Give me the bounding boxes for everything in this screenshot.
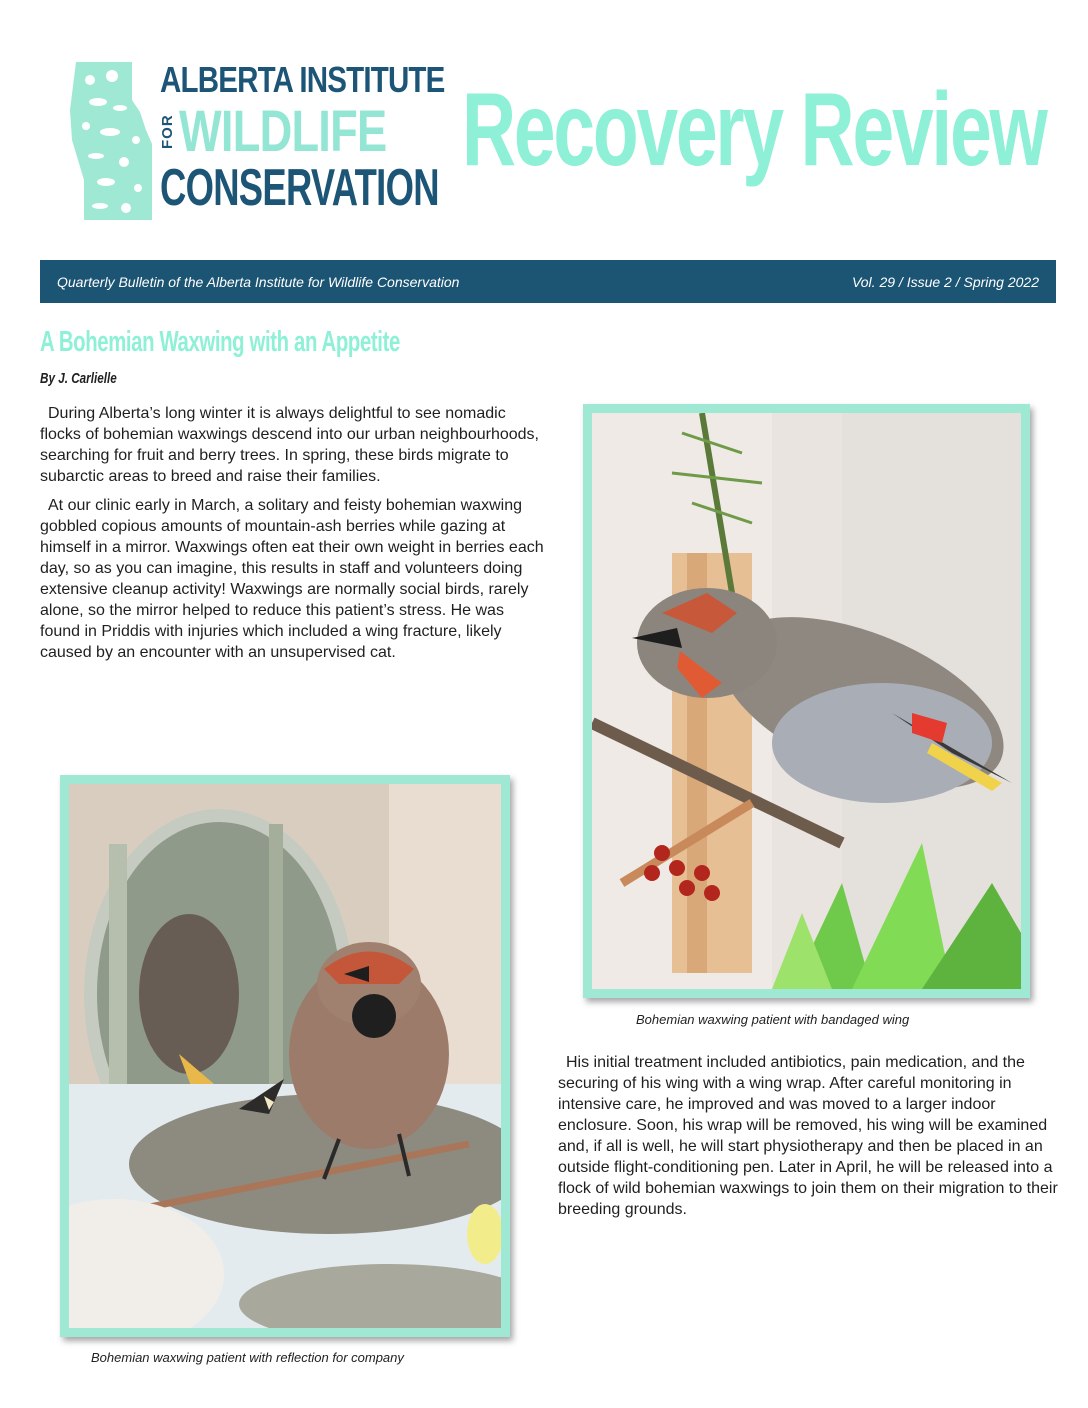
- photo-waxwing-mirror: [60, 775, 510, 1337]
- waxwing-mirror-image: [69, 784, 501, 1328]
- article-body-right: [558, 1052, 1058, 1228]
- logo-wildlife: WILDLIFE: [179, 99, 387, 164]
- issue-banner: [40, 260, 1056, 303]
- logo-line-conservation: CONSERVATION: [160, 159, 439, 217]
- photo-caption-bandaged: Bohemian waxwing patient with bandaged wing: [636, 1012, 910, 1027]
- organization-logo: [159, 59, 445, 217]
- article-body-left: [40, 403, 545, 671]
- photo-waxwing-bandaged: [583, 404, 1030, 998]
- article-paragraph: His initial treatment included antibiotics, pain medication, and the securing of his wing with a wing wrap. After careful monitoring in intensive care, he improved and was moved to a larger indoor enclosure. Soon, his wrap will be removed, his wing will be examined and, if all is well, he will start physiotherapy and then be placed in an outside flight-conditioning pen. Later in April, he will be released into a flock of wild bohemian waxwings to join them on their migration to their breeding grounds.: [558, 1054, 1058, 1218]
- logo-line-alberta-institute: ALBERTA INSTITUTE: [160, 59, 445, 100]
- banner-issue-info: Vol. 29 / Issue 2 / Spring 2022: [851, 273, 1039, 290]
- article-paragraph: At our clinic early in March, a solitary and feisty bohemian waxwing gobbled copious amounts of mountain-ash berries while gazing at himself in a mirror. Waxwings often eat their own weight in berries each day, so as you can imagine, this results in staff and volunteers doing extensive cleanup activity! Waxwings are normally social birds, rarely alone, so the mirror helped to reduce this patient’s stress. He was found in Priddis with injuries which included a wing fracture, likely caused by an encounter with an unsupervised cat.: [40, 497, 544, 661]
- masthead-title: Recovery Review: [462, 72, 1046, 188]
- banner-publication-name: Quarterly Bulletin of the Alberta Institute for Wildlife Conservation: [57, 273, 460, 290]
- photo-caption-reflection: Bohemian waxwing patient with reflection for company: [91, 1350, 404, 1365]
- article-byline: By J. Carlielle: [40, 370, 117, 387]
- article-title: A Bohemian Waxwing with an Appetite: [40, 326, 400, 358]
- article-paragraph: During Alberta’s long winter it is always delightful to see nomadic flocks of bohemian waxwings descend into our urban neighbourhoods, searching for fruit and berry trees. In spring, these birds migrate to subarctic areas to breed and raise their families.: [40, 405, 539, 485]
- waxwing-branch-image: [592, 413, 1021, 989]
- logo-for: FOR: [159, 114, 176, 150]
- alberta-wildlife-map-icon: [62, 60, 154, 222]
